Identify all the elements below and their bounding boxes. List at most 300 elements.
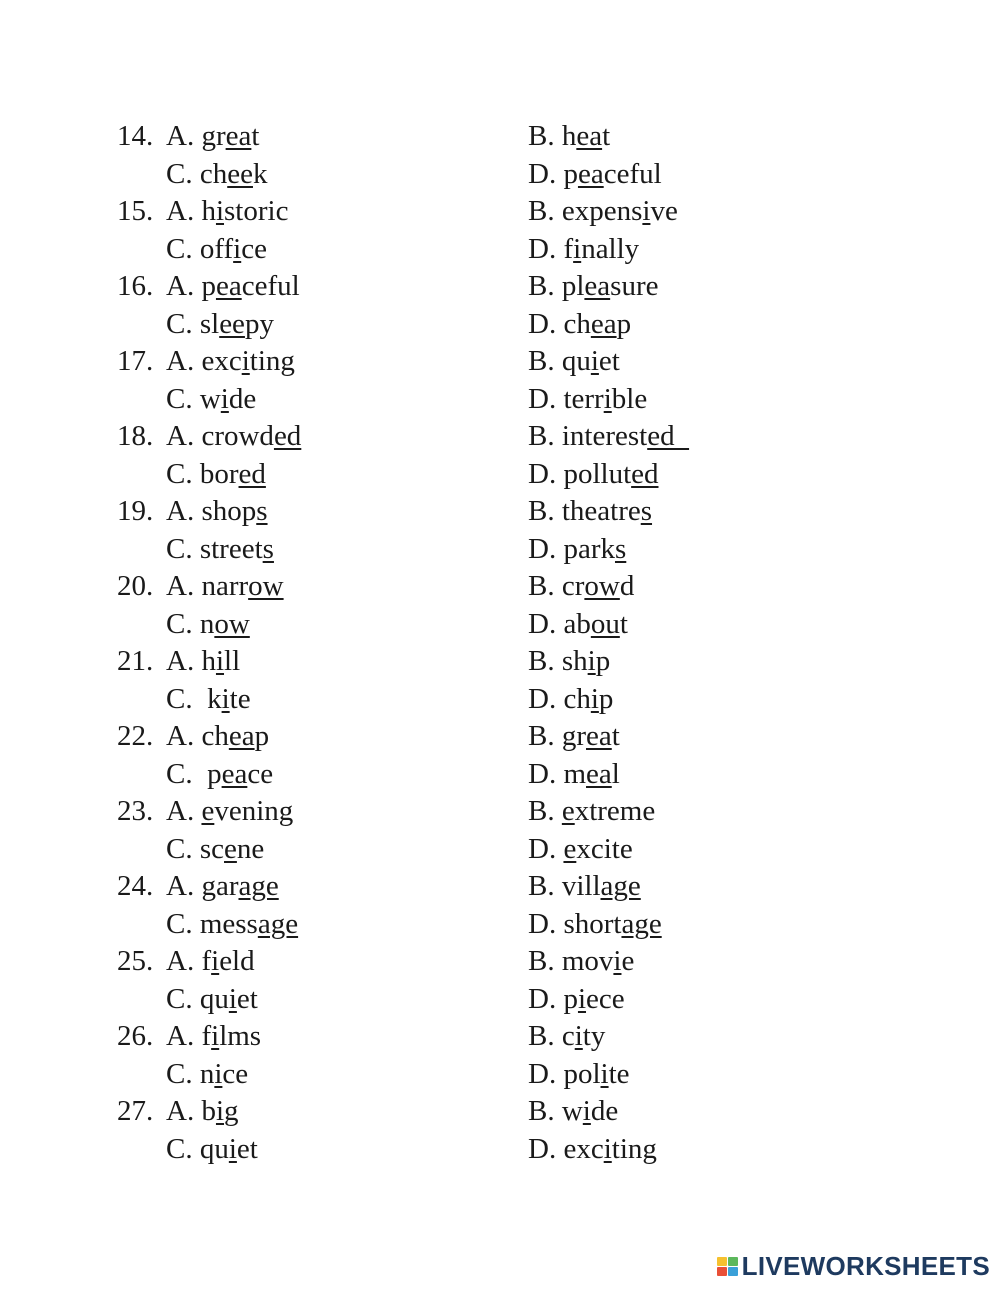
logo-square-green	[728, 1257, 738, 1266]
question-line	[0, 382, 1000, 416]
answer-option	[528, 757, 620, 791]
word-suffix: te	[229, 682, 251, 715]
option-word	[201, 1095, 238, 1127]
word-prefix: bor	[199, 457, 239, 490]
answer-option	[166, 1094, 239, 1128]
question-line	[0, 982, 1000, 1016]
word-prefix: f	[201, 945, 212, 977]
option-letter: C.	[166, 1132, 193, 1165]
option-letter: A.	[166, 345, 195, 377]
underlined-sound: age	[621, 907, 662, 940]
option-word	[200, 833, 264, 865]
answer-option	[166, 569, 284, 603]
option-word	[201, 645, 240, 677]
underlined-sound: e	[224, 832, 237, 865]
word-suffix: et	[236, 982, 258, 1015]
answer-option	[166, 1132, 258, 1166]
word-prefix: h	[201, 645, 216, 677]
option-word	[200, 158, 268, 190]
option-letter: C.	[166, 682, 193, 715]
option-word	[200, 233, 267, 265]
option-letter: D.	[528, 607, 557, 640]
word-suffix: vening	[214, 795, 294, 827]
option-letter: B.	[528, 495, 555, 527]
word-prefix: theatre	[561, 495, 641, 527]
word-suffix: lms	[219, 1020, 262, 1052]
word-suffix: et	[598, 345, 620, 377]
word-prefix: mess	[199, 907, 258, 940]
option-letter: D.	[528, 457, 557, 490]
question-line	[0, 119, 1000, 153]
option-letter: B.	[528, 1020, 555, 1052]
word-prefix: interest	[561, 420, 648, 452]
option-letter: D.	[528, 232, 557, 265]
option-word	[562, 120, 610, 152]
underlined-sound: i	[233, 232, 242, 265]
word-suffix: t	[611, 720, 620, 752]
option-word	[563, 158, 661, 190]
logo-square-blue	[728, 1267, 738, 1276]
answer-option	[166, 794, 293, 828]
word-suffix: xtreme	[574, 795, 656, 827]
answer-option	[528, 457, 659, 491]
option-letter: C.	[166, 157, 193, 190]
answer-option	[166, 682, 251, 716]
word-prefix: exc	[563, 1132, 604, 1165]
liveworksheets-logo-icon	[717, 1257, 738, 1276]
word-prefix: ab	[563, 607, 591, 640]
question-number: 26.	[117, 1020, 154, 1052]
answer-option	[528, 569, 634, 603]
option-letter: D.	[528, 982, 557, 1015]
answer-option	[528, 719, 620, 753]
answer-option	[528, 794, 655, 828]
question-line	[0, 1094, 1000, 1128]
logo-square-red	[717, 1267, 727, 1276]
answer-option	[166, 944, 255, 978]
answer-option	[166, 869, 279, 903]
answer-option	[528, 494, 652, 528]
option-word	[201, 420, 301, 452]
underlined-sound: i	[587, 645, 596, 677]
option-word	[562, 420, 689, 452]
option-word	[201, 345, 294, 377]
underlined-sound: i	[573, 232, 582, 265]
underlined-sound: i	[221, 682, 230, 715]
option-letter: C.	[166, 457, 193, 490]
question-line	[0, 1019, 1000, 1053]
underlined-sound: i	[215, 645, 225, 677]
option-letter: D.	[528, 832, 557, 865]
question-number: 16.	[117, 270, 154, 302]
question-number: 15.	[117, 195, 154, 227]
word-prefix: pl	[561, 270, 585, 302]
word-suffix: et	[236, 1132, 258, 1165]
question-number: 21.	[117, 645, 154, 677]
underlined-sound: ed	[631, 457, 659, 490]
question-number: 19.	[117, 495, 154, 527]
underlined-sound: ea	[215, 270, 242, 302]
option-word	[562, 570, 634, 602]
answer-option	[528, 119, 610, 153]
answer-option	[166, 832, 264, 866]
question-number: 24.	[117, 870, 154, 902]
underlined-sound: i	[582, 1095, 591, 1127]
word-prefix: crowd	[201, 420, 274, 452]
word-prefix: mov	[561, 945, 614, 977]
option-word	[200, 1133, 258, 1165]
underlined-sound: i	[574, 1020, 583, 1052]
underlined-sound: ea	[225, 120, 252, 152]
option-letter: B.	[528, 945, 555, 977]
word-prefix: park	[563, 532, 615, 565]
word-prefix: exc	[201, 345, 242, 377]
answer-option	[166, 382, 256, 416]
option-word	[563, 458, 658, 490]
question-line	[0, 757, 1000, 791]
option-letter: B.	[528, 420, 555, 452]
word-prefix: shop	[201, 495, 257, 527]
answer-option	[166, 532, 274, 566]
underlined-sound: i	[642, 195, 651, 227]
question-number: 14.	[117, 120, 154, 152]
underlined-sound: ed	[647, 420, 690, 452]
option-letter: B.	[528, 870, 555, 902]
word-suffix: g	[224, 1095, 239, 1127]
answer-option	[166, 757, 273, 791]
option-word	[562, 720, 620, 752]
option-word	[201, 270, 299, 302]
word-prefix: vill	[561, 870, 601, 902]
option-letter: D.	[528, 1057, 557, 1090]
option-letter: C.	[166, 1057, 193, 1090]
word-suffix: p	[616, 307, 632, 340]
logo-square-yellow	[717, 1257, 727, 1266]
word-prefix: ch	[563, 307, 591, 340]
word-suffix: k	[252, 157, 268, 190]
option-word	[563, 608, 627, 640]
option-word	[563, 383, 647, 415]
option-word	[562, 495, 652, 527]
word-suffix: ting	[249, 345, 295, 377]
answer-option	[166, 194, 288, 228]
word-prefix: w	[561, 1095, 583, 1127]
word-prefix: p	[201, 270, 216, 302]
option-word	[201, 870, 278, 902]
question-line	[0, 307, 1000, 341]
question-line	[0, 494, 1000, 528]
answer-option	[166, 457, 266, 491]
underlined-sound: s	[640, 495, 653, 527]
underlined-sound: ee	[227, 157, 253, 190]
option-letter: A.	[166, 1095, 195, 1127]
question-line	[0, 457, 1000, 491]
option-word	[563, 1058, 629, 1090]
option-word	[562, 945, 635, 977]
answer-option	[528, 682, 613, 716]
underlined-sound: i	[577, 982, 587, 1015]
word-prefix: ch	[199, 157, 228, 190]
underlined-sound: ea	[584, 270, 611, 302]
option-word	[562, 345, 620, 377]
word-prefix: cr	[561, 570, 585, 602]
option-word	[562, 645, 610, 677]
word-suffix: nally	[581, 232, 640, 265]
question-number: 17.	[117, 345, 154, 377]
word-prefix: ch	[563, 682, 591, 715]
word-suffix: sure	[610, 270, 659, 302]
word-prefix: p	[199, 757, 222, 790]
answer-option	[528, 1057, 630, 1091]
answer-option	[166, 269, 300, 303]
option-letter: C.	[166, 382, 193, 415]
option-word	[562, 195, 678, 227]
answer-option	[528, 344, 620, 378]
underlined-sound: s	[614, 532, 627, 565]
answer-option	[166, 907, 298, 941]
option-letter: A.	[166, 570, 195, 602]
question-line	[0, 607, 1000, 641]
underlined-sound: ee	[219, 307, 245, 340]
underlined-sound: i	[220, 382, 229, 415]
answer-option	[166, 982, 258, 1016]
word-suffix: te	[608, 1057, 630, 1090]
word-suffix: ece	[586, 982, 625, 1015]
option-word	[200, 683, 251, 715]
option-word	[563, 908, 661, 940]
question-number: 18.	[117, 420, 154, 452]
option-word	[200, 983, 258, 1015]
answer-option	[166, 644, 240, 678]
option-word	[563, 683, 613, 715]
underlined-sound: i	[590, 345, 599, 377]
underlined-sound: i	[241, 345, 250, 377]
word-suffix: ll	[224, 645, 241, 677]
question-line	[0, 232, 1000, 266]
option-word	[200, 608, 250, 640]
word-suffix: t	[251, 120, 260, 152]
word-suffix: ve	[650, 195, 678, 227]
underlined-sound: e	[561, 795, 575, 827]
answer-option	[166, 157, 267, 191]
option-word	[563, 233, 639, 265]
word-suffix: ceful	[603, 157, 662, 190]
answer-option	[528, 1132, 657, 1166]
word-prefix: m	[563, 757, 587, 790]
question-line	[0, 907, 1000, 941]
option-word	[201, 195, 288, 227]
question-line	[0, 682, 1000, 716]
word-suffix: p	[254, 720, 270, 752]
underlined-sound: age	[600, 870, 641, 902]
option-word	[200, 908, 298, 940]
option-word	[201, 795, 293, 827]
question-line	[0, 532, 1000, 566]
answer-option	[528, 1019, 605, 1053]
option-letter: D.	[528, 907, 557, 940]
question-line	[0, 1132, 1000, 1166]
option-letter: D.	[528, 757, 557, 790]
answer-option	[528, 832, 633, 866]
answer-option	[528, 907, 662, 941]
option-letter: A.	[166, 195, 195, 227]
answer-option	[166, 719, 269, 753]
option-letter: B.	[528, 345, 555, 377]
option-letter: B.	[528, 270, 555, 302]
question-number: 22.	[117, 720, 154, 752]
word-suffix: ce	[247, 757, 274, 790]
underlined-sound: i	[228, 1132, 237, 1165]
answer-option	[166, 607, 250, 641]
answer-option	[166, 419, 301, 453]
word-prefix: p	[563, 157, 578, 190]
option-word	[563, 758, 619, 790]
option-word	[201, 495, 267, 527]
liveworksheets-logo	[717, 1251, 990, 1281]
answer-option	[528, 869, 641, 903]
underlined-sound: i	[215, 1095, 225, 1127]
word-prefix: pollut	[563, 457, 632, 490]
option-word	[563, 533, 626, 565]
option-letter: A.	[166, 495, 195, 527]
underlined-sound: ow	[248, 570, 284, 602]
word-suffix: de	[590, 1095, 619, 1127]
question-line	[0, 794, 1000, 828]
answer-option	[528, 532, 626, 566]
word-suffix: ting	[611, 1132, 657, 1165]
answer-option	[166, 307, 274, 341]
word-prefix: gr	[561, 720, 587, 752]
option-word	[200, 533, 274, 565]
question-line	[0, 194, 1000, 228]
answer-option	[528, 232, 639, 266]
answer-option	[528, 419, 689, 453]
word-prefix: qu	[199, 982, 229, 1015]
underlined-sound: i	[211, 945, 220, 977]
underlined-sound: i	[214, 1057, 223, 1090]
option-letter: B.	[528, 645, 555, 677]
answer-option	[166, 344, 295, 378]
option-letter: B.	[528, 195, 555, 227]
word-prefix: terr	[563, 382, 604, 415]
question-line	[0, 1057, 1000, 1091]
underlined-sound: ea	[577, 157, 604, 190]
word-suffix: py	[244, 307, 274, 340]
word-prefix: expens	[561, 195, 643, 227]
word-prefix: n	[199, 607, 215, 640]
word-prefix: off	[199, 232, 234, 265]
answer-option	[166, 1057, 248, 1091]
underlined-sound: i	[590, 682, 599, 715]
word-prefix: qu	[199, 1132, 229, 1165]
underlined-sound: s	[256, 495, 268, 527]
option-letter: B.	[528, 570, 555, 602]
word-prefix: f	[563, 232, 574, 265]
option-letter: C.	[166, 232, 193, 265]
option-letter: D.	[528, 307, 557, 340]
word-suffix: storic	[224, 195, 289, 227]
underlined-sound: ou	[590, 607, 620, 640]
option-letter: C.	[166, 982, 193, 1015]
word-suffix: ce	[222, 1057, 249, 1090]
option-word	[562, 870, 641, 902]
answer-option	[166, 232, 267, 266]
option-letter: C.	[166, 307, 193, 340]
answer-option	[528, 382, 647, 416]
question-line	[0, 419, 1000, 453]
word-prefix: sc	[199, 832, 225, 865]
option-letter: A.	[166, 120, 195, 152]
word-suffix: e	[621, 945, 635, 977]
word-prefix: sl	[199, 307, 220, 340]
word-suffix: ce	[241, 232, 267, 265]
question-line	[0, 269, 1000, 303]
option-word	[200, 383, 256, 415]
underlined-sound: i	[215, 195, 225, 227]
answer-option	[528, 607, 628, 641]
answer-option	[528, 944, 634, 978]
question-line	[0, 344, 1000, 378]
word-suffix: t	[619, 607, 628, 640]
question-line	[0, 644, 1000, 678]
question-number: 25.	[117, 945, 154, 977]
underlined-sound: i	[211, 1020, 220, 1052]
option-word	[563, 833, 632, 865]
underlined-sound: i	[603, 1132, 612, 1165]
option-letter: D.	[528, 682, 557, 715]
word-prefix: street	[199, 532, 263, 565]
option-letter: D.	[528, 157, 557, 190]
option-word	[562, 270, 659, 302]
word-prefix: gr	[201, 120, 226, 152]
option-letter: B.	[528, 720, 555, 752]
word-prefix: w	[199, 382, 221, 415]
answer-option	[166, 1019, 261, 1053]
question-line	[0, 157, 1000, 191]
option-word	[563, 983, 624, 1015]
word-prefix: k	[199, 682, 222, 715]
word-suffix: p	[595, 645, 611, 677]
word-prefix: ch	[201, 720, 229, 752]
word-suffix: t	[602, 120, 611, 152]
underlined-sound: e	[563, 832, 577, 865]
question-number: 27.	[117, 1095, 154, 1127]
option-letter: A.	[166, 945, 195, 977]
option-letter: C.	[166, 907, 193, 940]
option-word	[200, 458, 266, 490]
word-prefix: f	[201, 1020, 212, 1052]
answer-option	[528, 307, 631, 341]
word-prefix: narr	[201, 570, 249, 602]
option-word	[562, 1020, 606, 1052]
option-letter: A.	[166, 720, 195, 752]
word-prefix: short	[563, 907, 622, 940]
underlined-sound: i	[600, 1057, 609, 1090]
option-letter: D.	[528, 532, 557, 565]
word-prefix: n	[199, 1057, 215, 1090]
underlined-sound: age	[238, 870, 279, 902]
option-word	[201, 945, 254, 977]
option-word	[200, 758, 273, 790]
question-line	[0, 869, 1000, 903]
option-letter: C.	[166, 607, 193, 640]
option-word	[562, 1095, 618, 1127]
word-prefix: h	[561, 120, 577, 152]
option-word	[200, 1058, 248, 1090]
option-letter: A.	[166, 870, 195, 902]
question-line	[0, 832, 1000, 866]
word-suffix: xcite	[576, 832, 633, 865]
